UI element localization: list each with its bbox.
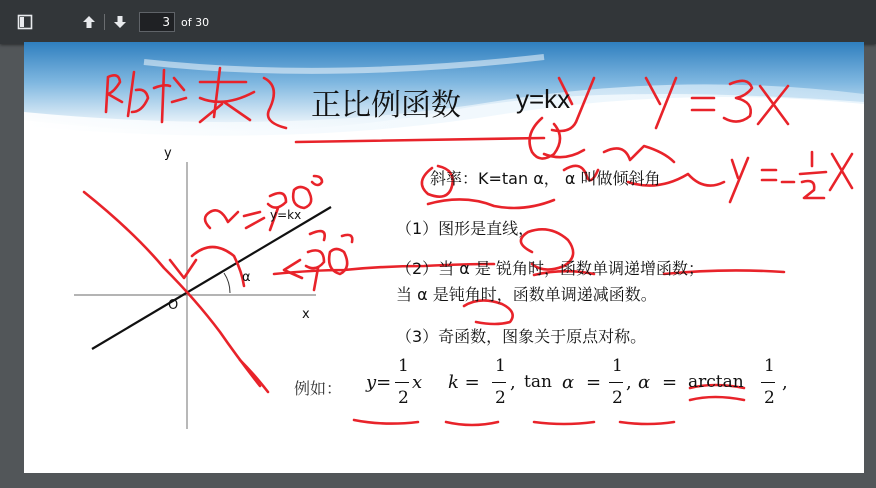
ink-underline-examples bbox=[354, 420, 674, 425]
slide-title-formula: y=kx bbox=[516, 84, 571, 114]
property-2a: （2）当 α 是 锐角时，函数单调递增函数； bbox=[396, 259, 704, 278]
graph-y-label: y bbox=[164, 146, 172, 161]
formula-tan-bar bbox=[609, 382, 623, 383]
previous-page-button[interactable] bbox=[79, 12, 99, 32]
page-number-input[interactable] bbox=[139, 12, 175, 32]
ink-line-obtuse bbox=[84, 192, 260, 386]
formula-comma-2: , bbox=[626, 372, 632, 393]
formula-k-den: 2 bbox=[495, 388, 506, 408]
ink-line-tail bbox=[240, 360, 268, 392]
ink-zero bbox=[293, 187, 311, 208]
sidebar-toggle-icon bbox=[17, 14, 33, 30]
ink-eq2-y bbox=[730, 158, 748, 202]
slope-statement: 斜率：K=tan α， α 叫做倾斜角 bbox=[430, 169, 661, 188]
formula-alpha-1: α bbox=[562, 372, 575, 393]
graph-line-label: y=kx bbox=[270, 208, 302, 222]
ink-eq2-equals bbox=[762, 170, 776, 180]
formula-k-lhs: k = bbox=[448, 372, 480, 393]
property-1: （1）图形是直线， bbox=[396, 219, 535, 238]
property-3: （3）奇函数，图象关于原点对称。 bbox=[396, 327, 647, 346]
formula-eq-2: = bbox=[662, 372, 678, 393]
ink-degree bbox=[312, 176, 322, 185]
graph-angle-label: α bbox=[242, 270, 251, 285]
ink-eq2-half bbox=[800, 152, 826, 198]
sidebar-toggle-button[interactable] bbox=[15, 12, 35, 32]
formula-alpha-2: α bbox=[638, 372, 651, 393]
ink-gt bbox=[244, 212, 264, 228]
formula-1-lhs: y= bbox=[366, 372, 392, 393]
formula-k-num: 1 bbox=[495, 356, 506, 376]
formula-tan-den: 2 bbox=[612, 388, 623, 408]
ink-eq1-equals bbox=[692, 98, 714, 110]
formula-k-bar bbox=[492, 382, 506, 383]
ink-arrow-head bbox=[170, 260, 196, 278]
ink-alpha bbox=[205, 210, 238, 228]
formula-1-den: 2 bbox=[398, 388, 409, 408]
next-page-button[interactable] bbox=[110, 12, 130, 32]
graph-origin-label: O bbox=[168, 298, 179, 313]
arrow-down-icon bbox=[112, 14, 128, 30]
angle-arc bbox=[224, 273, 230, 293]
formula-arctan-den: 2 bbox=[764, 388, 775, 408]
ink-underline-slope bbox=[428, 199, 554, 208]
ink-degree2 bbox=[310, 231, 325, 240]
ink-eq2-x bbox=[830, 154, 852, 190]
formula-1-bar bbox=[395, 382, 409, 383]
formula-1-var: x bbox=[412, 372, 423, 393]
formula-comma-3: , bbox=[782, 372, 788, 393]
example-label: 例如： bbox=[294, 379, 343, 398]
formula-arctan-bar bbox=[761, 382, 775, 383]
formula-1-num: 1 bbox=[398, 356, 409, 376]
toolbar-separator bbox=[104, 14, 105, 30]
pdf-toolbar bbox=[0, 0, 876, 44]
page-total-label: of 30 bbox=[181, 16, 210, 29]
formula-eq-1: = bbox=[586, 372, 602, 393]
ink-mark-b bbox=[604, 146, 674, 162]
pdf-page bbox=[24, 42, 864, 473]
ink-title-underline bbox=[296, 138, 544, 142]
arrow-up-icon bbox=[81, 14, 97, 30]
formula-comma-1: , bbox=[510, 372, 516, 393]
ink-arc-alpha bbox=[192, 247, 244, 286]
ink-lt bbox=[284, 260, 302, 278]
graph-x-label: x bbox=[302, 307, 310, 322]
slide-title: 正比例函数 bbox=[311, 88, 461, 123]
property-2b: 当 α 是钝角时，函数单调递减函数。 bbox=[396, 285, 657, 304]
ink-degree3 bbox=[342, 235, 352, 242]
formula-tan: tan bbox=[524, 372, 552, 392]
formula-arctan-num: 1 bbox=[764, 356, 775, 376]
formula-arctan: arctan bbox=[688, 372, 744, 392]
formula-tan-num: 1 bbox=[612, 356, 623, 376]
